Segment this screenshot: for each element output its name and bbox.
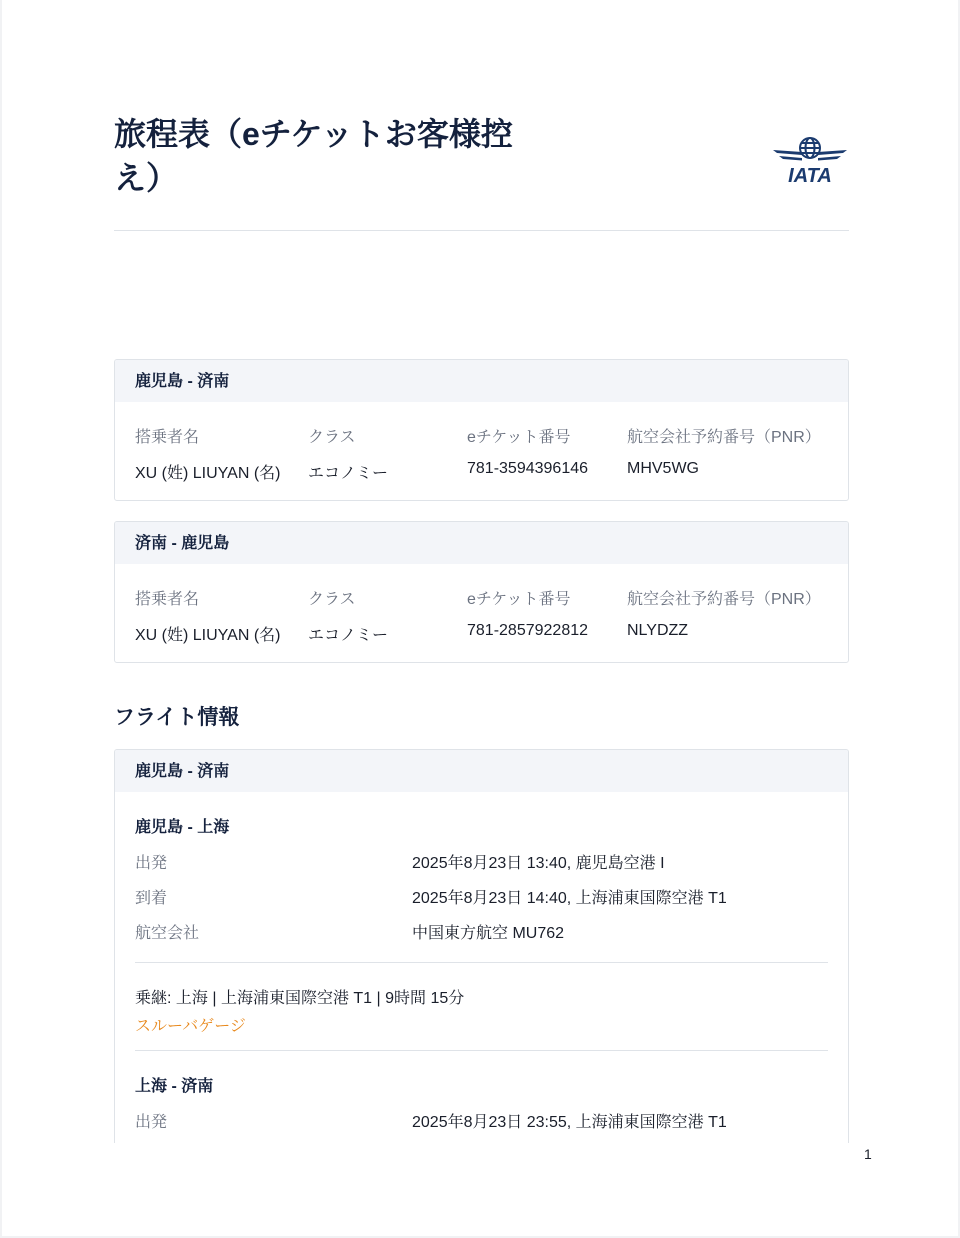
class-label: クラス [308, 591, 356, 608]
svg-text:IATA: IATA [788, 165, 832, 186]
cabin-class: エコノミー [308, 627, 389, 644]
ticket-route: 鹿児島 - 済南 [115, 360, 848, 402]
document-page [2, 0, 958, 1236]
pnr-code: NLYDZZ [627, 622, 689, 639]
segment-title: 上海 - 済南 [135, 1078, 214, 1095]
eticket-number: 781-2857922812 [467, 622, 589, 639]
class-label: クラス [308, 429, 356, 446]
passenger-name: XU (姓) LIUYAN (名) [135, 465, 281, 482]
departure-label: 出発 [135, 1114, 168, 1131]
airline-label: 航空会社 [135, 925, 200, 942]
pnr-code: MHV5WG [627, 460, 699, 477]
departure-value: 2025年8月23日 23:55, 上海浦東国際空港 T1 [412, 1114, 727, 1131]
airline-value: 中国東方航空 MU762 [412, 925, 565, 942]
arrival-value: 2025年8月23日 14:40, 上海浦東国際空港 T1 [412, 890, 727, 907]
page-number: 1 [864, 1146, 872, 1162]
passenger-label: 搭乗者名 [135, 429, 200, 446]
ticket-details [115, 402, 848, 500]
eticket-label: eチケット番号 [467, 429, 571, 446]
through-baggage-note: スルーバゲージ [135, 1018, 246, 1035]
segment-divider [135, 962, 828, 963]
title-divider [114, 230, 849, 231]
departure-value: 2025年8月23日 13:40, 鹿児島空港 I [412, 855, 665, 872]
cabin-class: エコノミー [308, 465, 389, 482]
flight-info-heading: フライト情報 [114, 706, 240, 729]
arrival-label: 到着 [135, 890, 168, 907]
ticket-card [114, 521, 849, 663]
departure-label: 出発 [135, 855, 168, 872]
eticket-number: 781-3594396146 [467, 460, 589, 477]
segment-title: 鹿児島 - 上海 [135, 819, 230, 836]
passenger-name: XU (姓) LIUYAN (名) [135, 627, 281, 644]
ticket-details [115, 564, 848, 662]
iata-globe-icon [771, 132, 849, 186]
flight-card [114, 749, 849, 1143]
transfer-info: 乗継: 上海 | 上海浦東国際空港 T1 | 9時間 15分 [135, 990, 465, 1007]
pnr-label: 航空会社予約番号（PNR） [627, 591, 821, 608]
page-title: 旅程表（eチケットお客様控え） [114, 116, 513, 196]
iata-logo [771, 132, 849, 186]
pnr-label: 航空会社予約番号（PNR） [627, 429, 821, 446]
segment-divider [135, 1050, 828, 1051]
eticket-label: eチケット番号 [467, 591, 571, 608]
ticket-route: 済南 - 鹿児島 [115, 522, 848, 564]
ticket-card [114, 359, 849, 501]
passenger-label: 搭乗者名 [135, 591, 200, 608]
journey-route: 鹿児島 - 済南 [115, 750, 848, 792]
document-content [114, 0, 849, 1143]
